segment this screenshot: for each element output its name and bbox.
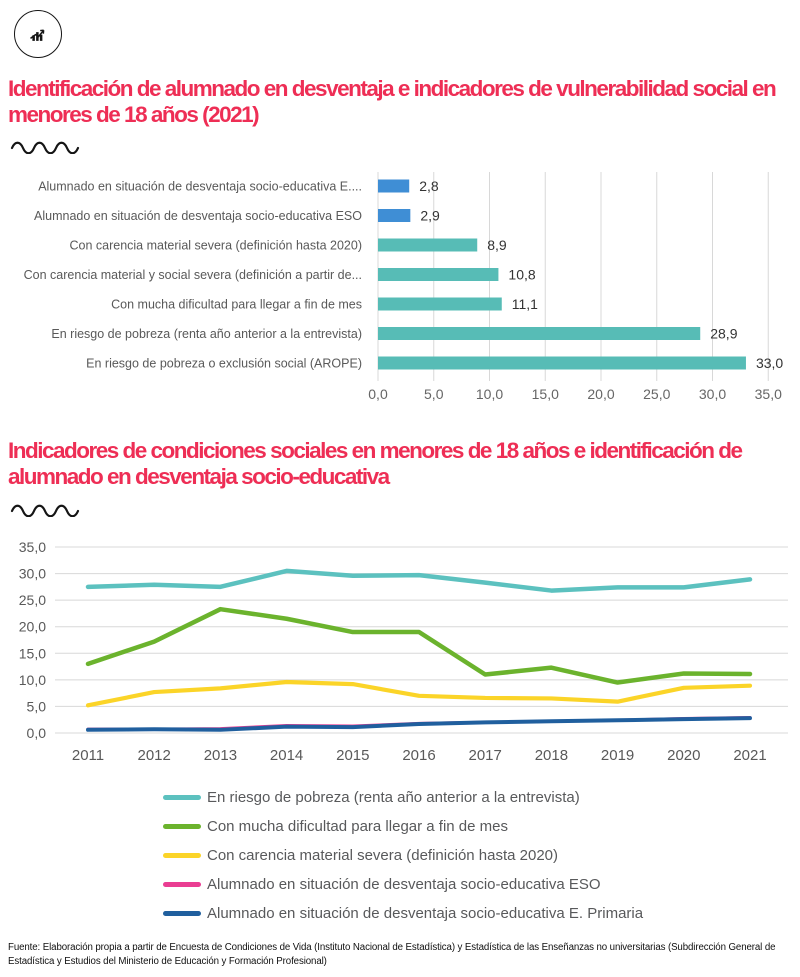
series-line-1 (88, 609, 750, 682)
x-tick-label: 0,0 (368, 386, 388, 402)
bar (378, 298, 502, 311)
x-tick-label: 10,0 (475, 386, 504, 402)
bar-value-label: 8,9 (487, 237, 507, 253)
x-tick-label: 20,0 (587, 386, 615, 402)
bar-chart (0, 170, 800, 415)
legend-label: Con carencia material severa (definición hasta 2020) (207, 847, 559, 864)
x-tick-label: 25,0 (643, 386, 671, 402)
x-tick-label: 2021 (733, 747, 767, 764)
bar (378, 239, 477, 252)
bar-category-label: Alumnado en situación de desventaja socio-educativa ESO (34, 209, 362, 223)
y-tick-label: 25,0 (18, 592, 46, 609)
y-tick-label: 0,0 (26, 725, 46, 741)
bar-value-label: 10,8 (508, 266, 536, 283)
bar-category-label: Con carencia material severa (definición hasta 2020) (69, 238, 362, 253)
squiggle-decoration (9, 501, 85, 517)
bar (378, 357, 746, 370)
x-tick-label: 2014 (269, 747, 304, 764)
x-tick-label: 2015 (336, 747, 370, 764)
x-tick-label: 2020 (667, 747, 701, 764)
bar-value-label: 2,8 (419, 178, 439, 194)
x-tick-label: 2018 (534, 747, 569, 764)
bar (378, 268, 498, 281)
bar-value-label: 28,9 (710, 325, 738, 342)
legend-swatch (163, 853, 201, 858)
x-tick-label: 2013 (203, 747, 238, 764)
legend-item (163, 841, 643, 870)
legend-swatch (163, 911, 201, 916)
line-chart (0, 535, 800, 777)
bar-category-label: Con mucha dificultad para llegar a fin de mes (111, 297, 362, 312)
x-tick-label: 2011 (71, 747, 105, 764)
bar-value-label: 2,9 (420, 207, 440, 224)
legend-item (163, 899, 643, 928)
y-tick-label: 10,0 (18, 671, 46, 688)
legend-item (163, 812, 643, 841)
bar (378, 180, 409, 193)
bar-chart-trend-icon (23, 19, 53, 49)
y-tick-label: 35,0 (18, 539, 46, 555)
y-tick-label: 5,0 (26, 698, 46, 715)
legend-label: Alumnado en situación de desventaja socio-educativa E. Primaria (207, 905, 644, 922)
x-tick-label: 35,0 (754, 386, 782, 402)
legend-item (163, 783, 643, 812)
logo-badge (14, 10, 62, 58)
x-tick-label: 2017 (468, 747, 502, 764)
legend-swatch (163, 882, 201, 887)
section1-title: Identificación de alumnado en desventaja e indicadores de vulnerabilidad social en menores de 18 años (2021) (8, 76, 776, 127)
x-tick-label: 2019 (600, 747, 635, 764)
bar-value-label: 33,0 (755, 355, 784, 371)
bar-category-label: En riesgo de pobreza (renta año anterior a la entrevista) (51, 327, 362, 341)
bar-category-label: Alumnado en situación de desventaja socio-educativa E.... (38, 179, 362, 194)
series-line-4 (88, 718, 750, 730)
x-tick-label: 30,0 (698, 386, 727, 402)
bar (378, 209, 410, 222)
legend-item (163, 870, 643, 899)
y-tick-label: 30,0 (18, 565, 46, 582)
legend-swatch (163, 795, 201, 800)
bar-category-label: En riesgo de pobreza o exclusión social (AROPE) (86, 356, 362, 371)
legend-swatch (163, 824, 201, 829)
legend-label: Alumnado en situación de desventaja socio-educativa ESO (207, 876, 601, 893)
bar-category-label: Con carencia material y social severa (definición a partir de... (23, 268, 362, 282)
y-tick-label: 15,0 (18, 645, 46, 662)
legend-label: En riesgo de pobreza (renta año anterior a la entrevista) (207, 789, 580, 806)
x-tick-label: 2012 (137, 747, 171, 764)
y-tick-label: 20,0 (18, 618, 46, 635)
section2-title: Indicadores de condiciones sociales en menores de 18 años e identificación de alumnado en desventaja socio-educativa (8, 438, 742, 489)
bar (378, 327, 700, 340)
line-chart-legend (163, 783, 643, 928)
bar-value-label: 11,1 (511, 296, 538, 312)
x-tick-label: 2016 (402, 747, 436, 764)
x-tick-label: 5,0 (424, 386, 444, 402)
series-line-2 (88, 682, 750, 705)
x-tick-label: 15,0 (531, 386, 559, 402)
legend-label: Con mucha dificultad para llegar a fin de mes (207, 818, 508, 835)
footer-source: Fuente: Elaboración propia a partir de Encuesta de Condiciones de Vida (Instituto Nacional de Estadística) y Estadística de las Enseñanzas no universitarias (Subdirección General de Estadística y Estudios del Ministerio de Educación y Formación Profesional) (8, 942, 776, 967)
squiggle-decoration (9, 138, 85, 154)
